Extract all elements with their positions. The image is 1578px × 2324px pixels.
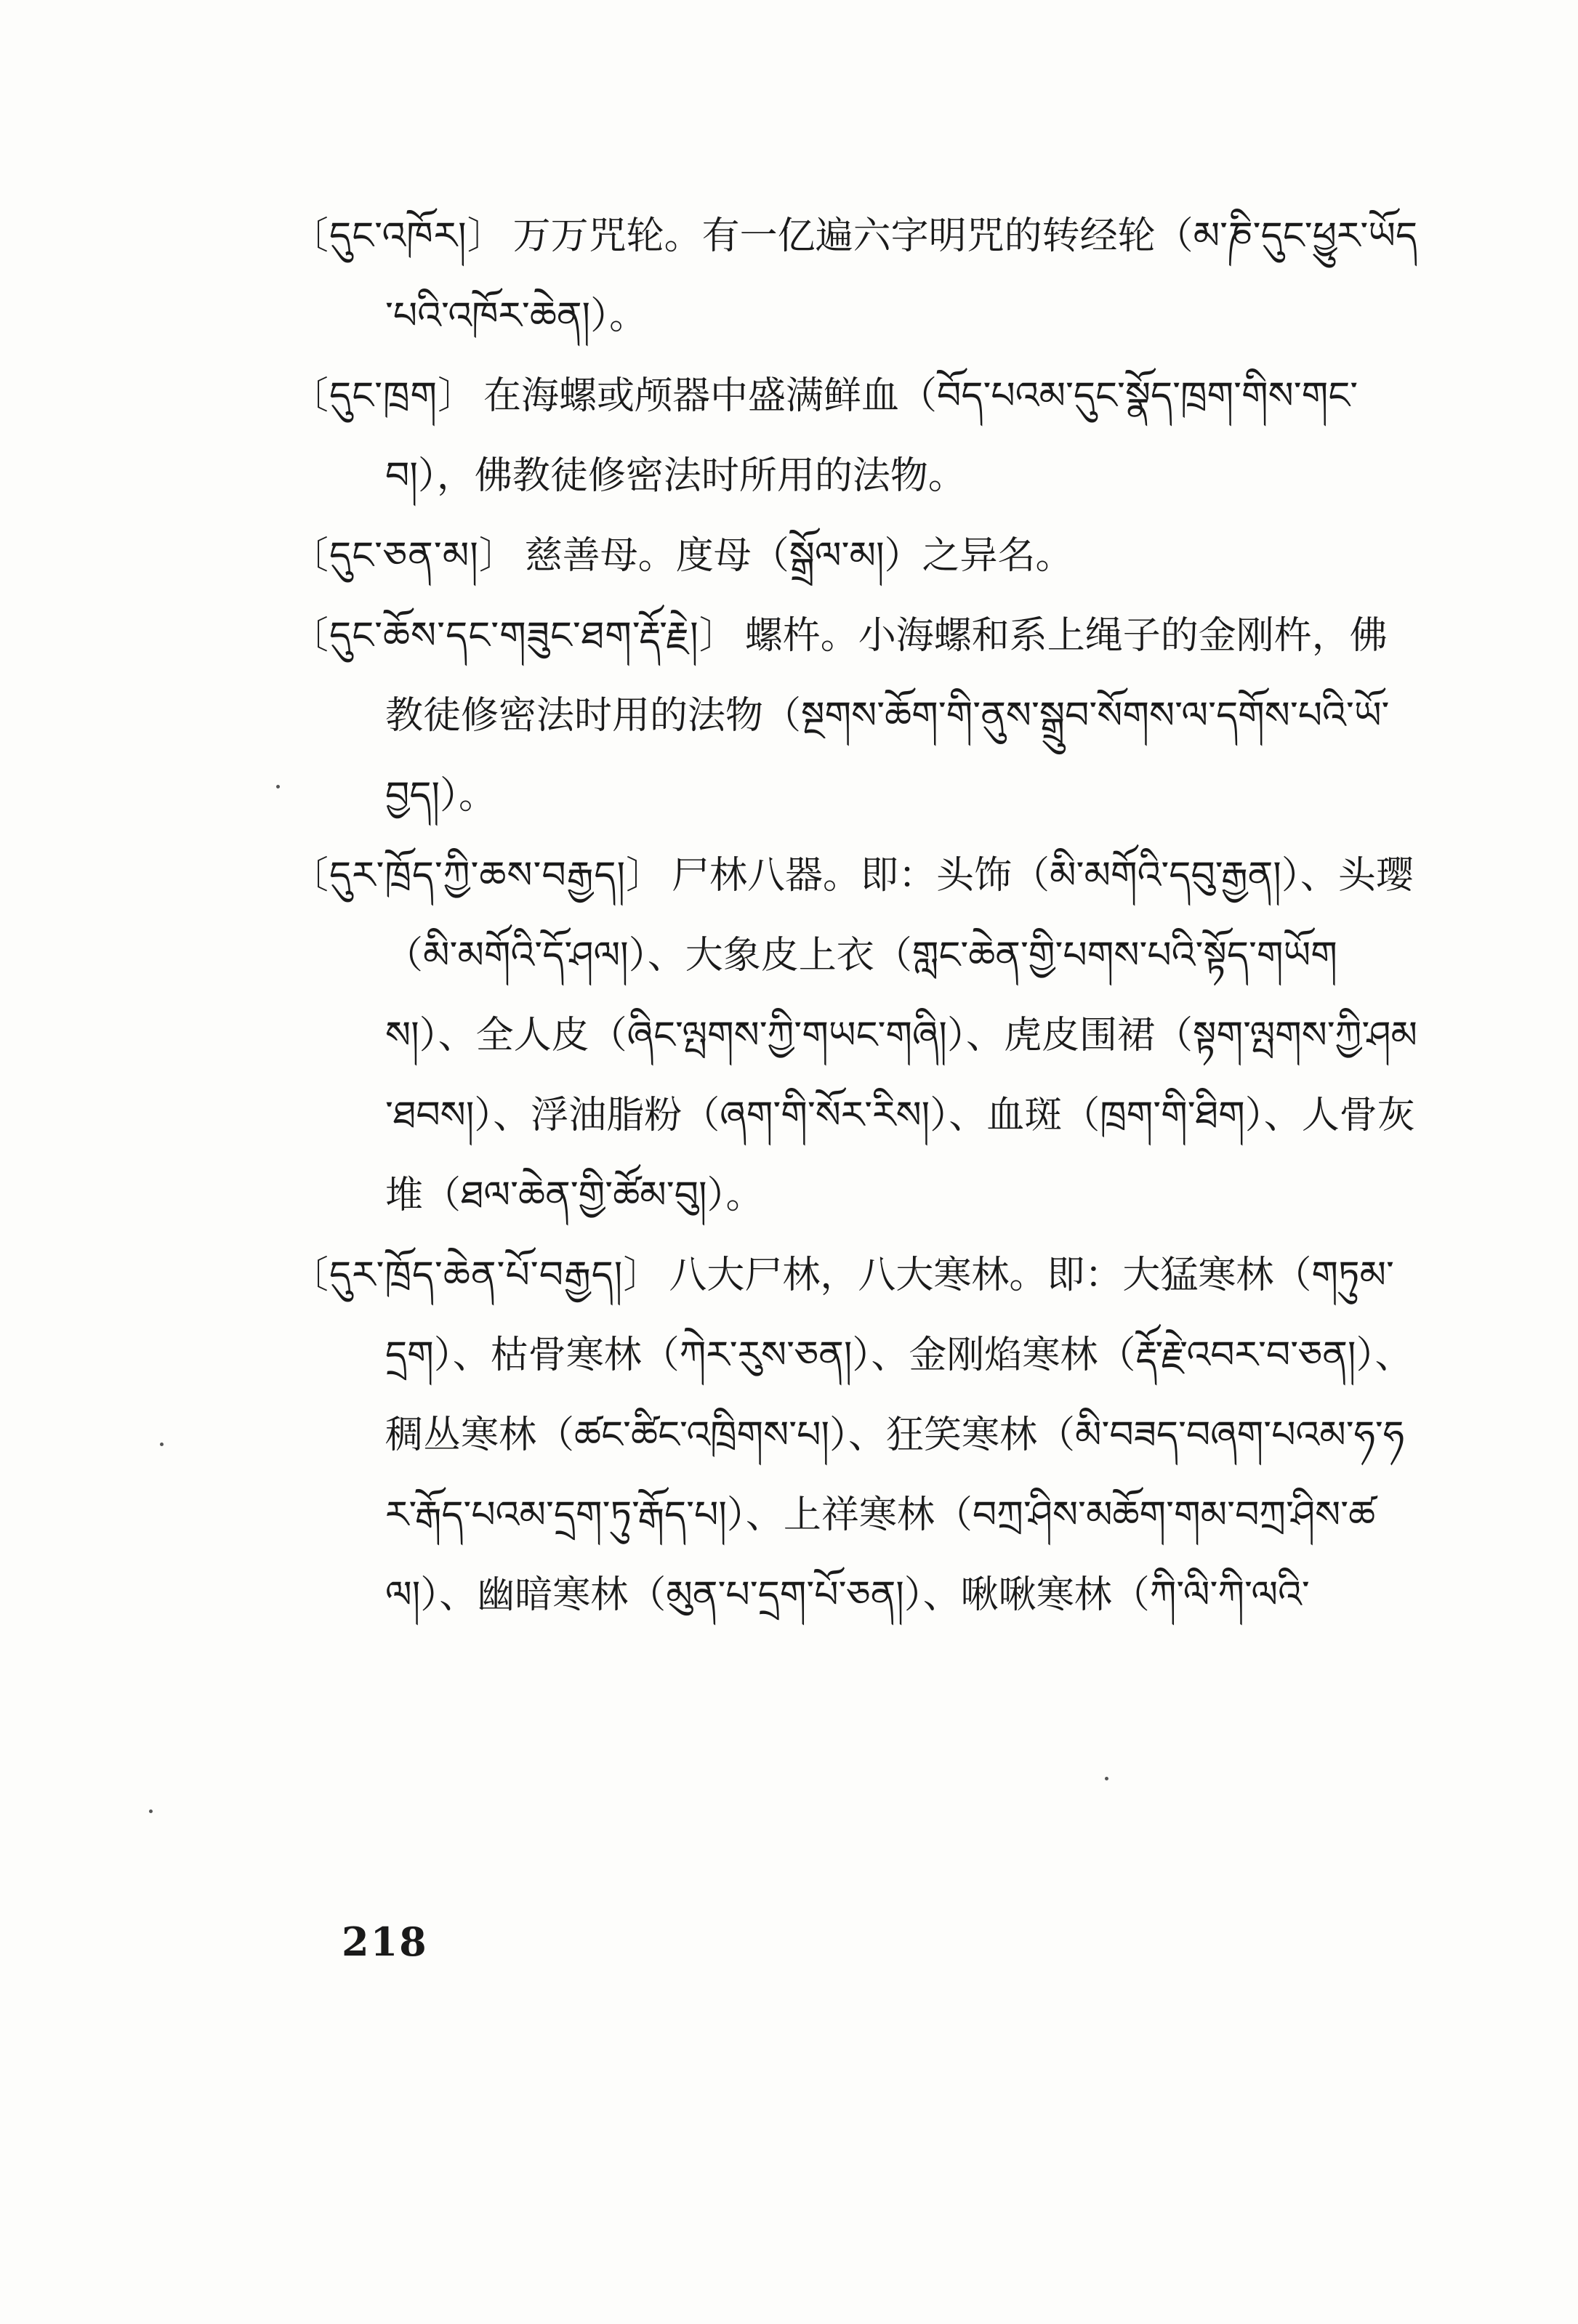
entry-headword: 〔དུར་ཁྲོད་ཀྱི་ཆས་བརྒྱད།〕 — [291, 854, 665, 897]
scan-speck — [160, 1443, 164, 1446]
dictionary-entry — [291, 516, 1425, 596]
scan-speck — [276, 785, 280, 788]
dictionary-entry — [291, 356, 1425, 516]
dictionary-entry — [291, 836, 1425, 1235]
page-number: 218 — [342, 1918, 428, 1965]
entry-headword: 〔དུང་ཆོས་དང་གཟུང་ཐག་རྡོ་རྗེ།〕 — [291, 614, 738, 658]
scan-speck — [1105, 1777, 1108, 1780]
entry-definition: 慈善母。度母（སྒྲོལ་མ།）之异名。 — [524, 534, 1074, 578]
entry-definition: 螺杵。小海螺和系上绳子的金刚杵，佛教徒修密法时用的法物（སྔགས་ཆོག་གི་ནུས་སྒྲུབ་སོགས་ལ་དགོས་པའི་ཡོ་བྱད།）。 — [385, 614, 1390, 818]
entry-definition: 尸林八器。即：头饰（མི་མགོའི་དབུ་རྒྱན།）、头璎（མི་མགོའི་དོ་ཤལ།）、大象皮上衣（གླང་ཆེན་གྱི་པགས་པའི་སྟོད་གཡོགས།）、全人皮（ཞིང་ལྤགས་ཀྱི་གཡང་གཞི།）、虎皮围裙（སྟག་ལྤགས་ཀྱི་ཤམ་ཐབས།）、浮油脂粉（ཞག་གི་སོར་རིས།）、血斑（ཁྲག་གི་ཐིག）、人骨灰堆（ཐལ་ཆེན་གྱི་ཚོམ་བུ།）。 — [385, 854, 1417, 1217]
scan-speck — [149, 1809, 153, 1813]
entry-definition: 万万咒轮。有一亿遍六字明咒的转经轮（མ་ཎི་དུང་ཕྱུར་ཡོད་པའི་འཁོར་ཆེན།）。 — [385, 214, 1418, 338]
entry-headword: 〔དུང་ཁྲག〕 — [291, 374, 477, 418]
entry-headword: 〔དུང་འཁོར།〕 — [291, 214, 506, 258]
entry-definition: 在海螺或颅器中盛满鲜血（བོད་པའམ་དུང་སྣོད་ཁྲག་གིས་གང་བ།），佛教徒修密法时所用的法物。 — [385, 374, 1358, 498]
dictionary-entry — [291, 196, 1425, 356]
dictionary-entries — [291, 196, 1425, 1635]
entry-definition: 八大尸林，八大寒林。即：大猛寒林（གཏུམ་དྲག）、枯骨寒林（ཀེར་རུས་ཅན།）、金刚焰寒林（རྡོ་རྗེ་འབར་བ་ཅན།）、稠丛寒林（ཚང་ཚིང་འཁྲིགས་པ།）、狂笑寒林（མི་བཟད་བཞག་པའམ་ཧ་ཧར་རྒོད་པའམ་དྲག་ཏུ་རྒོད་པ།）、上祥寒林（བཀྲ་ཤིས་མཆོག་གམ་བཀྲ་ཤིས་ཚལ།）、幽暗寒林（མུན་པ་དྲག་པོ་ཅན།）、啾啾寒林（ཀི་ལི་ཀི་ལའི་ — [385, 1254, 1413, 1617]
dictionary-entry — [291, 596, 1425, 836]
dictionary-entry — [291, 1235, 1425, 1635]
entry-headword: 〔དུར་ཁྲོད་ཆེན་པོ་བརྒྱད།〕 — [291, 1254, 662, 1297]
entry-headword: 〔དུང་ཅན་མ།〕 — [291, 534, 518, 578]
